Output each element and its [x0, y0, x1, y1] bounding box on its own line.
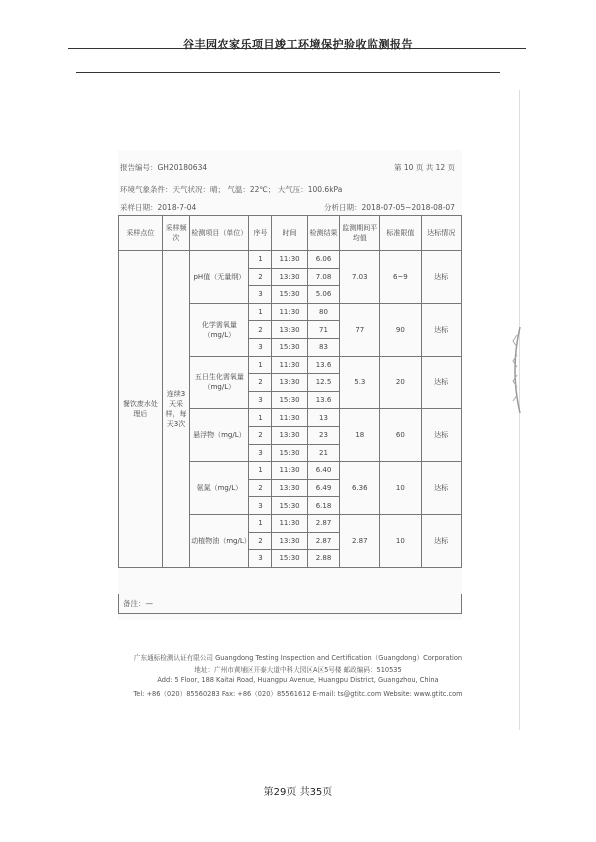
time-cell: 13:30 [272, 268, 307, 286]
time-cell: 15:30 [272, 444, 307, 462]
result-cell: 13 [307, 409, 340, 427]
status-cell: 达标 [421, 409, 461, 462]
result-cell: 12.5 [307, 374, 340, 392]
seq-cell: 1 [249, 514, 272, 532]
result-cell: 2.87 [307, 514, 340, 532]
time-cell: 11:30 [272, 462, 307, 480]
seq-cell: 1 [249, 303, 272, 321]
limit-cell: 10 [380, 462, 421, 515]
time-cell: 11:30 [272, 514, 307, 532]
time-cell: 15:30 [272, 286, 307, 304]
result-cell: 6.40 [307, 462, 340, 480]
time-cell: 13:30 [272, 426, 307, 444]
seq-cell: 2 [249, 374, 272, 392]
time-cell: 13:30 [272, 321, 307, 339]
time-cell: 13:30 [272, 374, 307, 392]
item-cell: 氨氮（mg/L） [190, 462, 249, 515]
item-cell: 五日生化需氧量（mg/L） [190, 356, 249, 409]
time-cell: 11:30 [272, 303, 307, 321]
status-cell: 达标 [421, 356, 461, 409]
status-cell: 达标 [421, 303, 461, 356]
remark: 备注：— [118, 594, 462, 614]
page-header-title: 谷丰园农家乐项目竣工环境保护验收监测报告 [183, 38, 413, 51]
content-top-divider [76, 72, 500, 73]
result-cell: 83 [307, 338, 340, 356]
status-cell: 达标 [421, 251, 461, 304]
seq-cell: 2 [249, 321, 272, 339]
limit-cell: 60 [380, 409, 421, 462]
footer-address-en: Add: 5 Floor, 188 Kaitai Road, Huangpu Avenue, Huangpu District, Guangzhou, China [157, 676, 439, 684]
seq-cell: 3 [249, 391, 272, 409]
time-cell: 11:30 [272, 409, 307, 427]
average-cell: 6.36 [340, 462, 380, 515]
average-cell: 18 [340, 409, 380, 462]
table-row [119, 251, 462, 269]
item-cell: 化学需氧量（mg/L） [190, 303, 249, 356]
time-cell: 11:30 [272, 356, 307, 374]
page-number: 第29页 共35页 [263, 787, 333, 798]
col-item: 检测项目（单位） [190, 216, 249, 251]
result-cell: 13.6 [307, 356, 340, 374]
col-average: 监测期间平均值 [340, 216, 380, 251]
sampling-frequency-cell: 连续3天采样，每天3次 [162, 251, 189, 568]
result-cell: 5.06 [307, 286, 340, 304]
average-cell: 77 [340, 303, 380, 356]
result-cell: 80 [307, 303, 340, 321]
col-limit: 标准限值 [380, 216, 421, 251]
item-cell: 动植物油（mg/L） [190, 514, 249, 567]
time-cell: 11:30 [272, 251, 307, 269]
limit-cell: 10 [380, 514, 421, 567]
seq-cell: 2 [249, 532, 272, 550]
col-status: 达标情况 [421, 216, 461, 251]
seal-stamp-icon [506, 325, 522, 415]
status-cell: 达标 [421, 462, 461, 515]
result-cell: 23 [307, 426, 340, 444]
seq-cell: 3 [249, 497, 272, 515]
average-cell: 7.03 [340, 251, 380, 304]
result-cell: 21 [307, 444, 340, 462]
sampling-date: 采样日期：2018-7-04 [120, 203, 197, 212]
footer-address-cn: 地址：广州市黄埔区开泰大道中科大园区A区5号楼 邮政编码：510535 [194, 666, 402, 674]
time-cell: 13:30 [272, 479, 307, 497]
limit-cell: 20 [380, 356, 421, 409]
seq-cell: 1 [249, 409, 272, 427]
seq-cell: 3 [249, 550, 272, 568]
time-cell: 15:30 [272, 550, 307, 568]
time-cell: 13:30 [272, 532, 307, 550]
seq-cell: 1 [249, 462, 272, 480]
table-header-row [119, 216, 462, 251]
limit-cell: 6~9 [380, 251, 421, 304]
seq-cell: 2 [249, 268, 272, 286]
result-cell: 13.6 [307, 391, 340, 409]
col-frequency: 采样频次 [162, 216, 189, 251]
col-location: 采样点位 [119, 216, 163, 251]
status-cell: 达标 [421, 514, 461, 567]
seq-cell: 1 [249, 251, 272, 269]
item-cell: 悬浮物（mg/L） [190, 409, 249, 462]
seq-cell: 3 [249, 444, 272, 462]
time-cell: 15:30 [272, 497, 307, 515]
time-cell: 15:30 [272, 391, 307, 409]
seq-cell: 2 [249, 479, 272, 497]
result-cell: 6.06 [307, 251, 340, 269]
seq-cell: 3 [249, 338, 272, 356]
result-cell: 71 [307, 321, 340, 339]
result-cell: 2.88 [307, 550, 340, 568]
monitoring-results-table [118, 215, 462, 568]
analysis-date: 分析日期：2018-07-05~2018-08-07 [324, 203, 455, 212]
report-page-of: 第 10 页 共 12 页 [394, 163, 456, 172]
weather-conditions: 环境气象条件：天气状况：晴； 气温：22℃； 大气压：100.6kPa [120, 185, 343, 194]
average-cell: 5.3 [340, 356, 380, 409]
footer-contact: Tel: +86（020）85560283 Fax: +86（020）85561612 E-mail: ts@gtitc.com Website: www.gtitc.com [133, 690, 463, 698]
sampling-location-cell: 餐饮废水处理后 [119, 251, 163, 568]
average-cell: 2.87 [340, 514, 380, 567]
col-result: 检测结果 [307, 216, 340, 251]
seq-cell: 2 [249, 426, 272, 444]
result-cell: 7.08 [307, 268, 340, 286]
item-cell: pH值（无量纲） [190, 251, 249, 304]
result-cell: 2.87 [307, 532, 340, 550]
seq-cell: 1 [249, 356, 272, 374]
header-divider [68, 48, 526, 49]
col-time: 时间 [272, 216, 307, 251]
seq-cell: 3 [249, 286, 272, 304]
time-cell: 15:30 [272, 338, 307, 356]
col-seq: 序号 [249, 216, 272, 251]
limit-cell: 90 [380, 303, 421, 356]
report-number: 报告编号：GH20180634 [120, 163, 208, 172]
result-cell: 6.49 [307, 479, 340, 497]
footer-company: 广东通标检测认证有限公司 Guangdong Testing Inspection and Certification（Guangdong）Corporation [133, 654, 463, 662]
result-cell: 6.18 [307, 497, 340, 515]
